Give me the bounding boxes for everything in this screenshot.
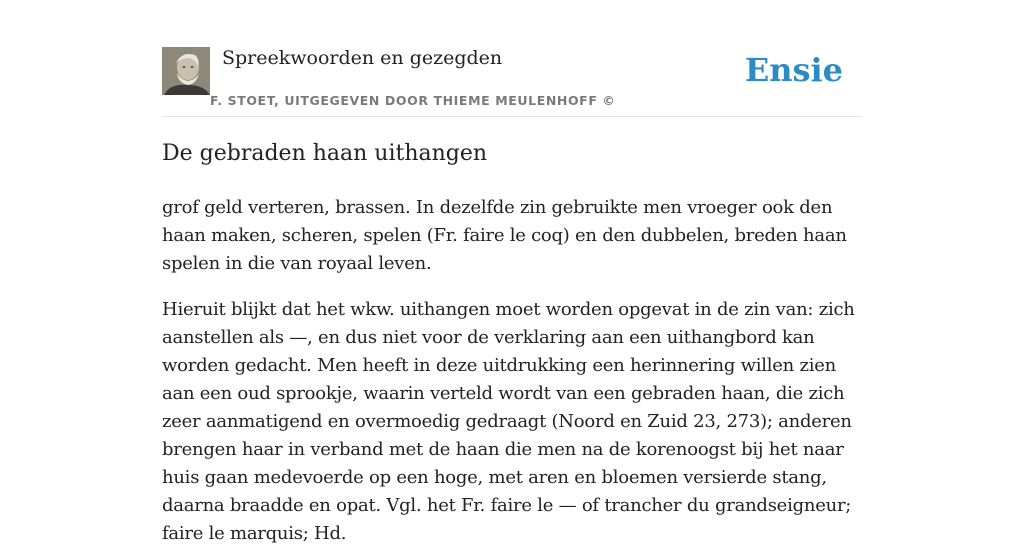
ensie-logo[interactable]: Ensie	[744, 51, 843, 89]
article	[162, 138, 864, 548]
article-paragraph-2: Hieruit blijkt dat het wkw. uithangen moet worden opgevat in de zin van: zich aanstellen als —, en dus niet voor de verklaring aan een uithangbord kan worden gedacht. Men heeft in deze uitdrukking een herinnering willen zien aan een oud sprookje, waarin verteld wordt van een gebraden haan, die zich zeer aanmatigend en overmoedig gedraagt (Noord en Zuid 23, 273); anderen brengen haar in verband met de haan die men na de korenoogst bij het naar huis gaan medevoerde op een hoge, met aren en bloemen versierde stang, daarna braadde en opat. Vgl. het Fr. faire le — of trancher du grandseigneur; faire le marquis; Hd.	[162, 299, 855, 544]
author-avatar[interactable]	[162, 47, 210, 95]
author-portrait-icon	[162, 47, 210, 95]
book-title[interactable]: Spreekwoorden en gezegden	[222, 47, 503, 69]
article-paragraph-1: grof geld verteren, brassen. In dezelfde zin gebruikte men vroeger ook den haan maken, scheren, spelen (Fr. faire le coq) en den dubbelen, breden haan spelen in die van royaal leven.	[162, 197, 847, 274]
book-header	[162, 46, 862, 117]
article-title: De gebraden haan uithangen	[162, 141, 488, 166]
author-line: F. STOET, UITGEGEVEN DOOR THIEME MEULENHOFF ©	[210, 93, 616, 108]
